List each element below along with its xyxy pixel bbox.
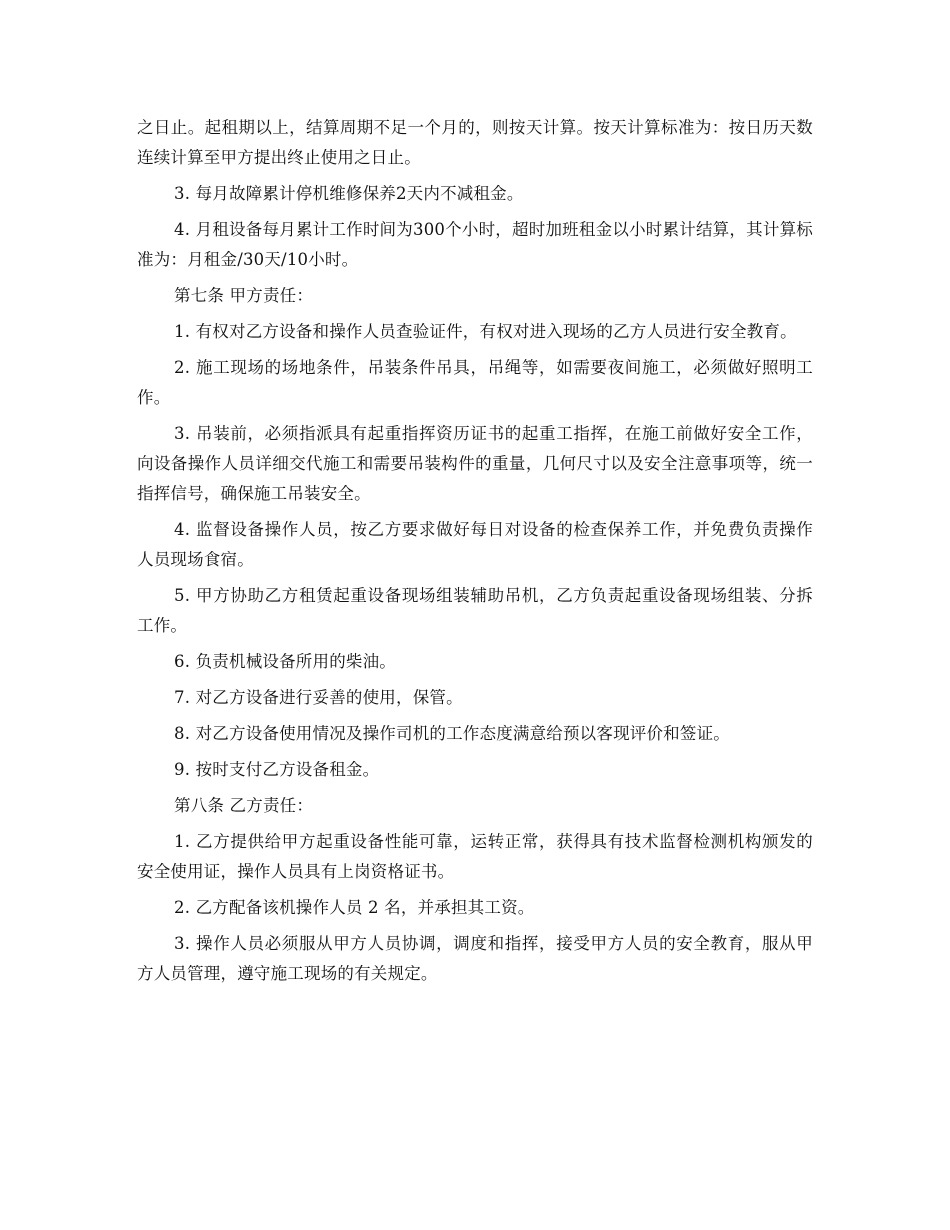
paragraph-item-4-monthly-hours: 4. 月租设备每月累计工作时间为300个小时，超时加班租金以小时累计结算，其计算标准为：月租金/30天/10小时。 bbox=[137, 220, 813, 269]
section-heading-article-7: 第七条 甲方责任： bbox=[174, 286, 314, 305]
paragraph-party-b-1: 1. 乙方提供给甲方起重设备性能可靠，运转正常，获得具有技术监督检测机构颁发的安全使用证，操作人员具有上岗资格证书。 bbox=[137, 832, 813, 881]
paragraph-party-a-5: 5. 甲方协助乙方租赁起重设备现场组装辅助吊机，乙方负责起重设备现场组装、分拆工作。 bbox=[137, 586, 813, 635]
paragraph-continuation: 之日止。起租期以上，结算周期不足一个月的，则按天计算。按天计算标准为：按日历天数连续计算至甲方提出终止使用之日止。 bbox=[137, 118, 813, 167]
paragraph-party-a-1: 1. 有权对乙方设备和操作人员查验证件，有权对进入现场的乙方人员进行安全教育。 bbox=[174, 322, 797, 341]
paragraph-party-a-8: 8. 对乙方设备使用情况及操作司机的工作态度满意给预以客现评价和签证。 bbox=[174, 724, 730, 743]
paragraph-party-a-4: 4. 监督设备操作人员，按乙方要求做好每日对设备的检查保养工作，并免费负责操作人员现场食宿。 bbox=[137, 520, 813, 569]
document-page bbox=[137, 113, 813, 995]
paragraph-party-a-2: 2. 施工现场的场地条件，吊装条件吊具，吊绳等，如需要夜间施工，必须做好照明工作。 bbox=[137, 358, 813, 407]
section-heading-article-8: 第八条 乙方责任： bbox=[174, 796, 314, 815]
paragraph-party-a-6: 6. 负责机械设备所用的柴油。 bbox=[174, 652, 396, 671]
paragraph-party-a-7: 7. 对乙方设备进行妥善的使用，保管。 bbox=[174, 688, 463, 707]
paragraph-item-3-downtime: 3. 每月故障累计停机维修保养2天内不减租金。 bbox=[174, 184, 524, 203]
paragraph-party-b-2: 2. 乙方配备该机操作人员 2 名，并承担其工资。 bbox=[174, 898, 535, 917]
paragraph-party-a-9: 9. 按时支付乙方设备租金。 bbox=[174, 760, 380, 779]
paragraph-party-b-3: 3. 操作人员必须服从甲方人员协调，调度和指挥，接受甲方人员的安全教育，服从甲方人员管理，遵守施工现场的有关规定。 bbox=[137, 934, 813, 983]
paragraph-party-a-3: 3. 吊装前，必须指派具有起重指挥资历证书的起重工指挥，在施工前做好安全工作，向设备操作人员详细交代施工和需要吊装构件的重量，几何尺寸以及安全注意事项等，统一指挥信号，确保施工吊装安全。 bbox=[137, 424, 813, 503]
